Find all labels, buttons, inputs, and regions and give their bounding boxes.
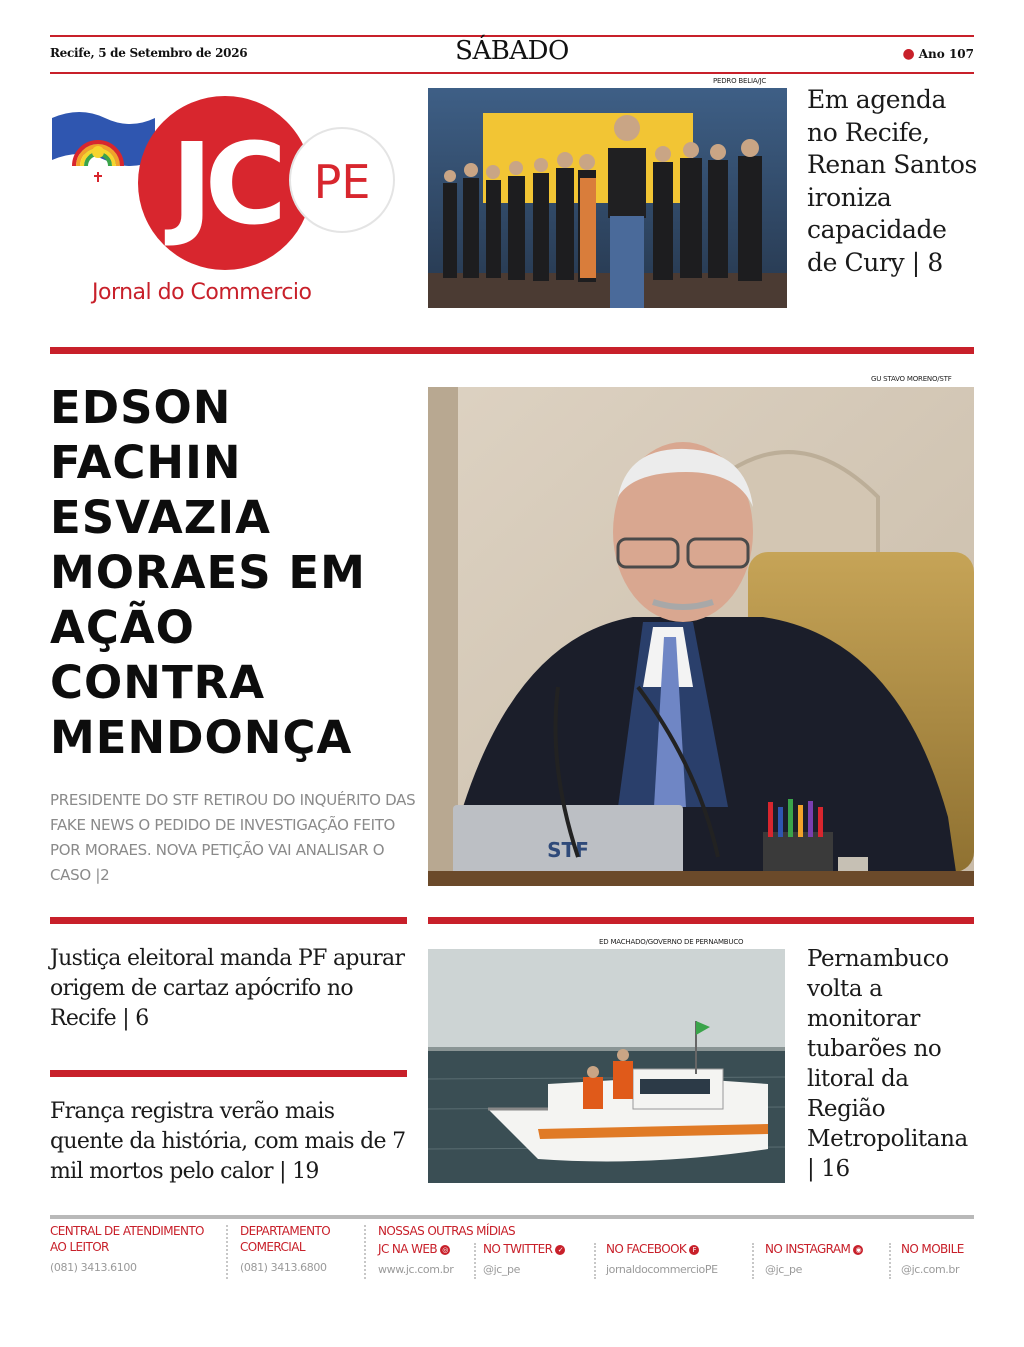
footer-rule	[50, 1215, 974, 1219]
central-label: CENTRAL DE ATENDIMENTO AO LEITOR	[50, 1224, 204, 1254]
footer-divider	[226, 1225, 228, 1279]
channel-value: www.jc.com.br	[378, 1263, 454, 1276]
footer-divider	[364, 1225, 366, 1279]
main-headline[interactable]: EDSON FACHIN ESVAZIA MORAES EM AÇÃO CONTRA MENDONÇA	[50, 381, 366, 764]
facebook-icon: F	[689, 1245, 699, 1255]
globe-icon: ◎	[440, 1245, 450, 1255]
photo-credit: ED MACHADO/GOVERNO DE PERNAMBUCO	[599, 938, 744, 946]
footer-central	[50, 1223, 220, 1274]
twitter-icon: ✓	[555, 1245, 565, 1255]
edition-date: Recife, 5 de Setembro de 2026	[50, 46, 248, 60]
other-media-label: NOSSAS OUTRAS MÍDIAS	[378, 1224, 516, 1238]
edition-day: SÁBADO	[455, 36, 569, 66]
footer-divider	[594, 1243, 596, 1279]
channel-label: JC NA WEB	[378, 1242, 438, 1256]
logo-letters: JC	[171, 120, 279, 250]
boat-story-photo[interactable]	[428, 949, 785, 1183]
logo-state: PE	[313, 155, 371, 209]
footer-divider	[474, 1243, 476, 1279]
channel-web[interactable]	[378, 1241, 453, 1276]
channel-value: @jc_pe	[483, 1263, 520, 1276]
channel-label: NO MOBILE	[901, 1242, 964, 1256]
commercial-phone[interactable]: (081) 3413.6800	[240, 1261, 327, 1274]
footer-commercial	[240, 1223, 360, 1274]
channel-facebook[interactable]	[606, 1241, 718, 1276]
story-rule	[428, 917, 974, 924]
main-story-rule	[50, 347, 974, 354]
masthead-name: Jornal do Commercio	[92, 280, 312, 305]
story-rule	[50, 917, 407, 924]
main-story-photo[interactable]	[428, 387, 974, 886]
channel-twitter[interactable]	[483, 1241, 565, 1276]
instagram-icon: ◉	[853, 1245, 863, 1255]
story-headline[interactable]: França registra verão mais quente da história, com mais de 7 mil mortos pelo calor | 19	[50, 1099, 406, 1184]
channel-label: NO FACEBOOK	[606, 1242, 687, 1256]
header-bottom-rule	[50, 72, 974, 74]
photo-credit: GU STAVO MORENO/STF	[871, 375, 952, 383]
story-rule	[50, 1070, 407, 1077]
footer-divider	[889, 1243, 891, 1279]
channel-value: jornaldocommercioPE	[606, 1263, 718, 1276]
channel-mobile[interactable]	[901, 1241, 964, 1276]
masthead-logo[interactable]	[50, 88, 410, 310]
edition-year: ● Ano 107	[902, 46, 974, 62]
photo-credit: PEDRO BELIA/JC	[713, 77, 767, 85]
channel-value: @jc.com.br	[901, 1263, 960, 1276]
top-story-photo[interactable]	[428, 88, 787, 308]
footer-divider	[752, 1243, 754, 1279]
channel-label: NO TWITTER	[483, 1242, 553, 1256]
channel-instagram[interactable]	[765, 1241, 863, 1276]
top-story-headline[interactable]: Em agenda no Recife, Renan Santos ironiza capacidade de Cury | 8	[807, 85, 977, 277]
main-subhead: PRESIDENTE DO STF RETIROU DO INQUÉRITO DAS FAKE NEWS O PEDIDO DE INVESTIGAÇÃO FEITO POR MORAES. NOVA PETIÇÃO VAI ANALISAR O CASO |2	[50, 791, 416, 884]
commercial-label: DEPARTAMENTO COMERCIAL	[240, 1224, 331, 1254]
channel-value: @jc_pe	[765, 1263, 802, 1276]
central-phone[interactable]: (081) 3413.6100	[50, 1261, 137, 1274]
boat-story-headline[interactable]: Pernambuco volta a monitorar tubarões no litoral da Região Metropolitana | 16	[807, 946, 968, 1182]
story-headline[interactable]: Justiça eleitoral manda PF apurar origem de cartaz apócrifo no Recife | 6	[50, 946, 405, 1031]
channel-label: NO INSTAGRAM	[765, 1242, 851, 1256]
laptop-logo: STF	[547, 838, 589, 862]
bullet-icon: ●	[902, 46, 915, 62]
